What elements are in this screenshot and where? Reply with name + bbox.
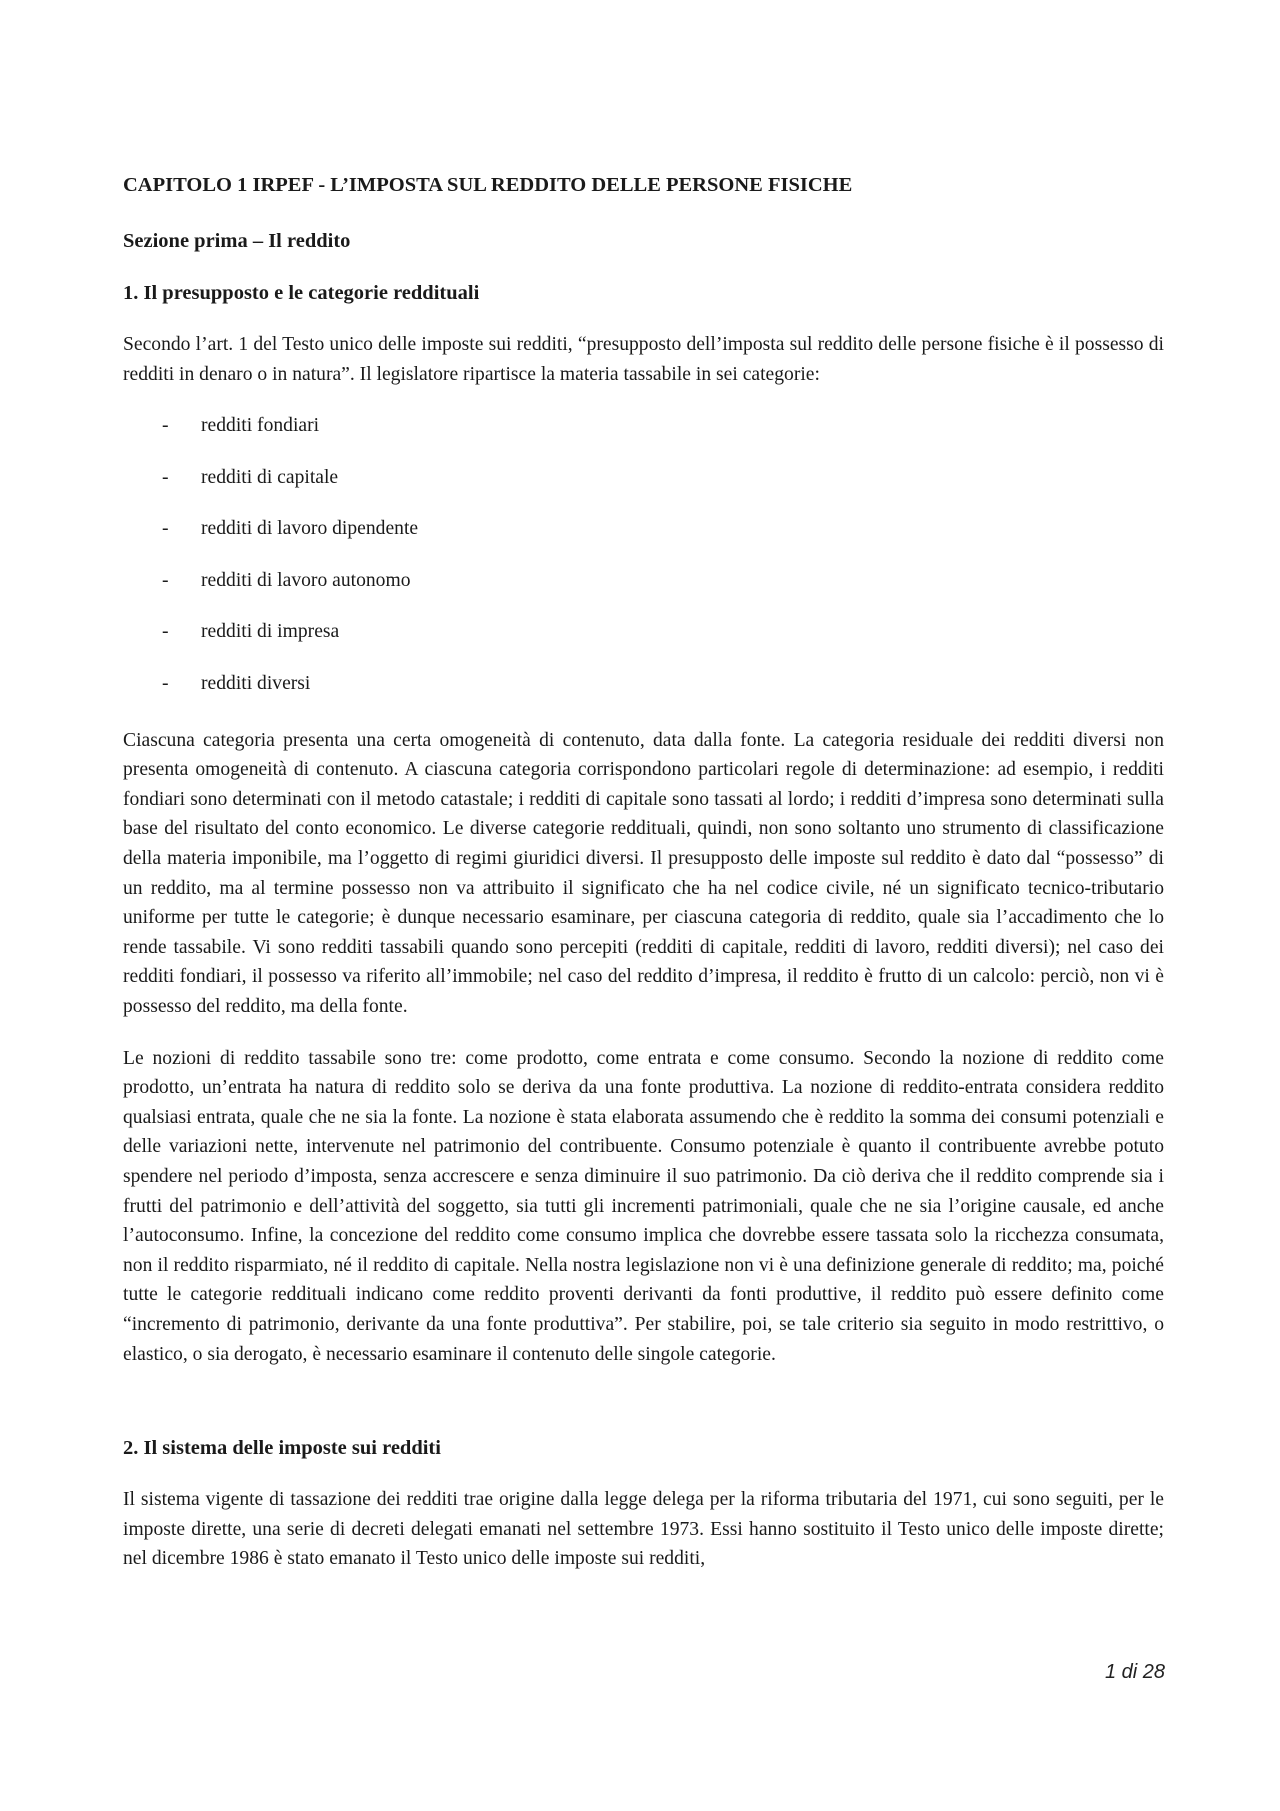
section-title: Sezione prima – Il reddito (123, 230, 351, 252)
heading-presupposto: 1. Il presupposto e le categorie reddituali (123, 282, 480, 304)
chapter-title: CAPITOLO 1 IRPEF - L’IMPOSTA SUL REDDITO DELLE PERSONE FISICHE (123, 174, 853, 196)
list-item: - redditi diversi (162, 672, 311, 694)
list-item: - redditi di lavoro autonomo (162, 569, 411, 591)
paragraph-nozioni-reddito: Le nozioni di reddito tassabile sono tre: come prodotto, come entrata e come consumo. Secondo la nozione di reddito come prodotto, un’entrata ha natura di reddito solo se deriva da una fonte produttiva. La nozione di reddito-entrata considera reddito qualsiasi entrata, quale che ne sia la fonte. La nozione è stata elaborata assumendo che è reddito la somma dei consumi potenziali e delle variazioni nette, intervenute nel patrimonio del contribuente. Consumo potenziale è quanto il contribuente avrebbe potuto spendere nel periodo d’imposta, senza accrescere e senza diminuire il suo patrimonio. Da ciò deriva che il reddito comprende sia i frutti del patrimonio e dell’attività del soggetto, sia tutti gli incrementi patrimoniali, quale che ne sia l’origine causale, ed anche l’autoconsumo. Infine, la concezione del reddito come consumo implica che dovrebbe essere tassata solo la ricchezza consumata, non il reddito risparmiato, né il reddito di capitale. Nella nostra legislazione non vi è una definizione generale di reddito; ma, poiché tutte le categorie reddituali indicano come reddito proventi derivanti da fonti produttive, il reddito può essere definito come “incremento di patrimonio, derivante da una fonte produttiva”. Per stabilire, poi, se tale criterio sia seguito in modo restrittivo, o elastico, o sia derogato, è necessario esaminare il contenuto delle singole categorie. (123, 1047, 1164, 1365)
list-item: - redditi di impresa (162, 621, 340, 643)
list-item: - redditi di lavoro dipendente (162, 518, 419, 540)
section-spacer (123, 1391, 1164, 1433)
list-item: - redditi fondiari (162, 415, 320, 437)
heading-sistema-imposte: 2. Il sistema delle imposte sui redditi (123, 1437, 441, 1460)
paragraph-sistema: Il sistema vigente di tassazione dei redditi trae origine dalla legge delega per la riforma tributaria del 1971, cui sono seguiti, per le imposte dirette, una serie di decreti delegati emanati nel settembre 1973. Essi hanno sostituito il Testo unico delle imposte dirette; nel dicembre 1986 è stato emanato il Testo unico delle imposte sui redditi, (123, 1489, 1164, 1570)
categories-list (123, 411, 1164, 698)
page-number: 1 di 28 (1104, 1661, 1165, 1683)
document-page (123, 170, 1164, 1596)
list-item: - redditi di capitale (162, 466, 339, 488)
intro-paragraph: Secondo l’art. 1 del Testo unico delle imposte sui redditi, “presupposto dell’imposta sul reddito delle persone fisiche è il possesso di redditi in denaro o in natura”. Il legislatore ripartisce la materia tassabile in sei categorie: (123, 334, 1164, 385)
paragraph-categorie: Ciascuna categoria presenta una certa omogeneità di contenuto, data dalla fonte. La categoria residuale dei redditi diversi non presenta omogeneità di contenuto. A ciascuna categoria corrispondono particolari regole di determinazione: ad esempio, i redditi fondiari sono determinati con il metodo catastale; i redditi di capitale sono tassati al lordo; i redditi d’impresa sono determinati sulla base del risultato del conto economico. Le diverse categorie reddituali, quindi, non sono soltanto uno strumento di classificazione della materia imponibile, ma l’oggetto di regimi giuridici diversi. Il presupposto delle imposte sul reddito è dato dal “possesso” di un reddito, ma al termine possesso non va attribuito il significato che ha nel codice civile, né un significato tecnico-tributario uniforme per tutte le categorie; è dunque necessario esaminare, per ciascuna categoria di reddito, quale sia l’accadimento che lo rende tassabile. Vi sono redditi tassabili quando sono percepiti (redditi di capitale, redditi di lavoro, redditi diversi); nel caso dei redditi fondiari, il possesso va riferito all’immobile; nel caso del reddito d’impresa, il reddito è frutto di un calcolo: perciò, non vi è possesso del reddito, ma della fonte. (123, 729, 1164, 1018)
